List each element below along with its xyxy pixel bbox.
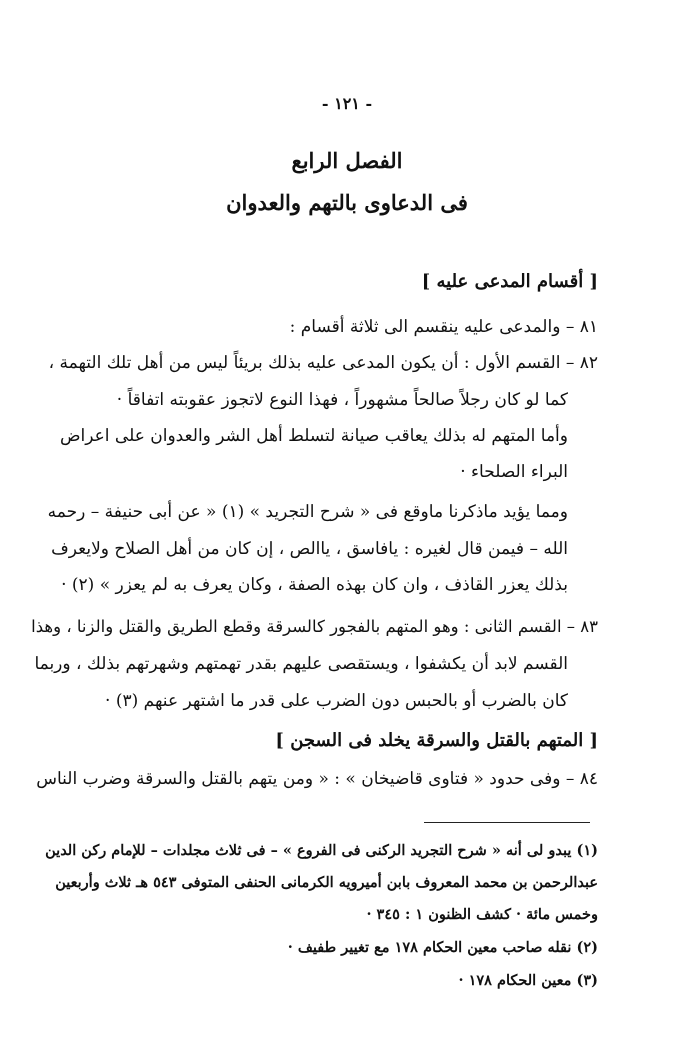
paragraph-81: ٨١ – والمدعى عليه ينقسم الى ثلاثة أقسام : xyxy=(289,317,598,337)
footnote-1-line: وخمس مائة · كشف الظنون ١ : ٣٤٥ · xyxy=(366,906,598,923)
paragraph-line: الله – فيمن قال لغيره : يافاسق ، ياالص ، إن كان من أهل الصلاح ولايعرف xyxy=(51,539,568,559)
chapter-title: الفصل الرابع xyxy=(291,148,403,173)
paragraph-83-line: القسم لابد أن يكشفوا ، ويستقصى عليهم بقدر تهمتهم وشهرتهم بذلك ، وربما xyxy=(34,654,568,674)
paragraph-line: وأما المتهم له بذلك يعاقب صيانة لتسلط أهل الشر والعدوان على اعراض xyxy=(59,426,568,446)
footnote-2: (٢) نقله صاحب معين الحكام ١٧٨ مع تغيير طفيف · xyxy=(287,939,598,956)
paragraph-line: ومما يؤيد ماذكرنا ماوقع فى « شرح التجريد » (١) « عن أبى حنيفة – رحمه xyxy=(47,502,568,522)
section-heading-life-imprisonment: [ المتهم بالقتل والسرقة يخلد فى السجن ] xyxy=(275,730,598,751)
chapter-subtitle: فى الدعاوى بالتهم والعدوان xyxy=(226,190,468,215)
footnote-3: (٣) معين الحكام ١٧٨ · xyxy=(458,972,598,989)
paragraph-83-line: ٨٣ – القسم الثانى : وهو المتهم بالفجور كالسرقة وقطع الطريق والقتل والزنا ، وهذا xyxy=(31,617,598,636)
paragraph-line: بذلك يعزر القاذف ، وان كان بهذه الصفة ، وكان يعرف به لم يعزر » (٢) · xyxy=(61,575,568,595)
page-number: - ١٢١ - xyxy=(321,94,373,113)
footnote-1-line: عبدالرحمن بن محمد المعروف بابن أميرويه الكرمانى الحنفى المتوفى ٥٤٣ هـ ثلاث وأربعين xyxy=(55,874,598,891)
paragraph-82-line: ٨٢ – القسم الأول : أن يكون المدعى عليه بذلك بريئاً ليس من أهل تلك التهمة ، xyxy=(48,353,598,373)
footnote-divider xyxy=(424,822,590,823)
section-heading-defendant-types: [ أقسام المدعى عليه ] xyxy=(421,271,598,292)
paragraph-83-line: كان بالضرب أو بالحبس دون الضرب على قدر ما اشتهر عنهم (٣) · xyxy=(105,691,568,711)
paragraph-84-line: ٨٤ – وفى حدود « فتاوى قاضيخان » : « ومن يتهم بالقتل والسرقة وضرب الناس xyxy=(36,769,598,789)
paragraph-82-line: كما لو كان رجلاً صالحاً مشهوراً ، فهذا النوع لاتجوز عقوبته اتفاقاً · xyxy=(116,390,568,410)
footnote-1-line: (١) يبدو لى أنه « شرح التجريد الركنى فى الفروع » – فى ثلاث مجلدات – للإمام ركن الدين xyxy=(45,842,598,859)
paragraph-line: البراء الصلحاء · xyxy=(460,462,568,482)
